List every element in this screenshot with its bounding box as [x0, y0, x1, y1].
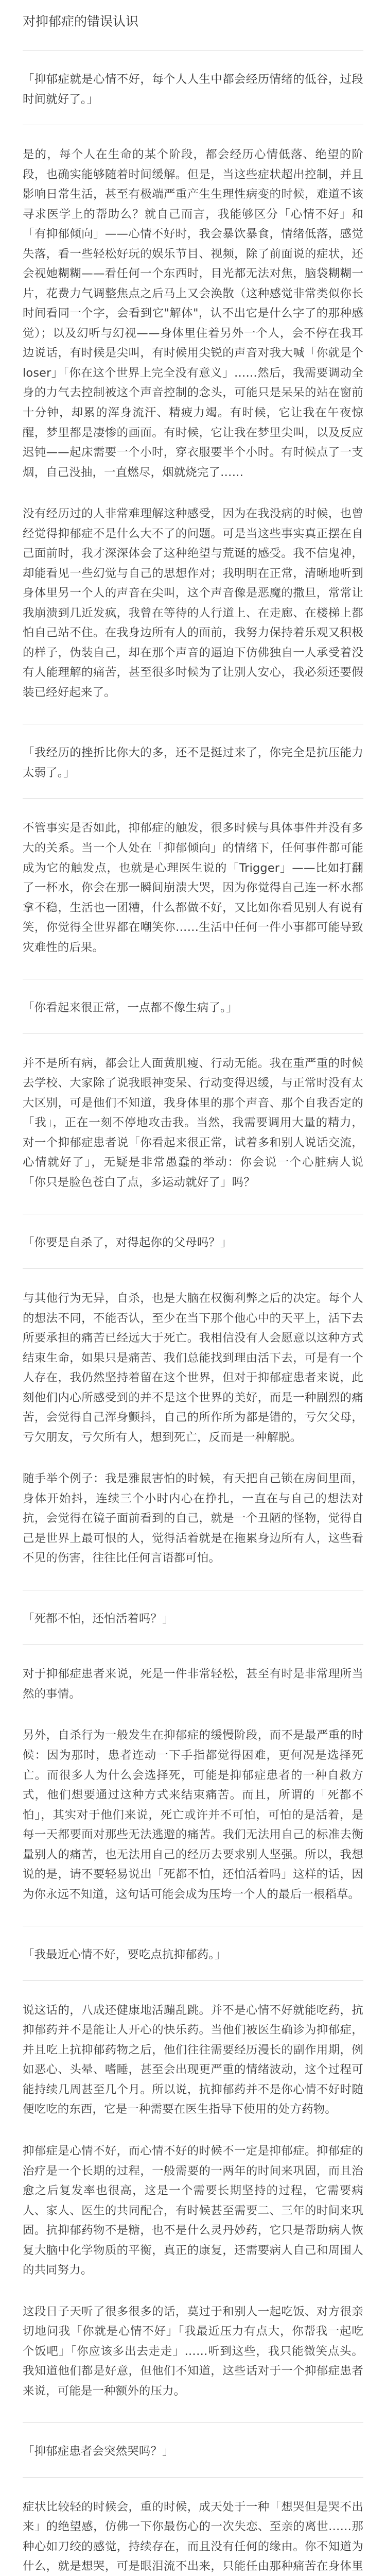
paragraph [23, 1469, 363, 1568]
paragraph-text: 对于抑郁症患者来说，死是一件非常轻松，甚至有时是非常理所当然的事情。 [23, 1667, 363, 1701]
paragraph [23, 2302, 363, 2401]
quote-divider-bottom [23, 1980, 363, 1981]
article-body [23, 50, 363, 2576]
quote-text: 「死都不怕，还怕活着吗？」 [23, 1612, 174, 1625]
misconception-quote [23, 1233, 363, 1253]
paragraph [23, 2141, 363, 2280]
quote-divider-top [23, 50, 363, 51]
misconception-quote [23, 1945, 363, 1965]
paragraph [23, 818, 363, 957]
paragraph-text: 不管事实是否如此，抑郁症的触发，很多时候与具体事件并没有多大的关系。当一个人处在「抑郁倾向」的情绪下，任何事件都可能成为它的触发点，也就是心理医生说的「Trigger」——比如打翻了一杯水，你会在那一瞬间崩溃大哭，因为你觉得自己连一杯水都拿不稳，生活也一团糟，什么都做不好，又比如你看见别人有说有笑，你觉得全世界都在嘲笑你……生活中任何一件小事都可能导致灾难性的后果。 [23, 821, 363, 954]
paragraph-text: 说这话的，八成还健康地活蹦乱跳。并不是心情不好就能吃药，抗抑郁药并不是能让人开心的快乐药。当他们被医生确诊为抑郁症，并且吃上抗抑郁药物之后，他们往往需要经历漫长的副作用期，例如恶心、头晕、嗜睡，甚至会出现更严重的情绪波动，这个过程可能持续几周甚至几个月。所以说，抗抑郁药并不是你心情不好时随便吃吃的东西，它是一种需要在医生指导下使用的处方药物。 [23, 2003, 363, 2116]
quote-divider-bottom [23, 1644, 363, 1645]
paragraph [23, 2497, 363, 2576]
quote-text: 「我最近心情不好，要吃点抗抑郁药。」 [23, 1948, 226, 1962]
paragraph-text: 这段日子天听了很多很多的话，莫过于和别人一起吃饭、对方很亲切地问我「你就是心情不好」「我最近压力有点大，你帮我一起吃个饭吧」「你应该多出去走走」……听到这些，我只能微笑点头。我知道他们都是好意，但他们不知道，这些话对于一个抑郁症患者来说，可能是一种额外的压力。 [23, 2304, 363, 2398]
quote-text: 「抑郁症就是心情不好，每个人人生中都会经历情绪的低谷，过段时间就好了。」 [23, 73, 363, 106]
quote-divider-bottom [23, 798, 363, 799]
quote-text: 「我经历的挫折比你大的多，还不是挺过来了，你完全是抗压能力太弱了。」 [23, 746, 363, 779]
paragraph [23, 1054, 363, 1193]
paragraph [23, 504, 363, 702]
quote-divider-bottom [23, 1033, 363, 1034]
misconception-quote [23, 1609, 363, 1629]
misconception-quote [23, 70, 363, 109]
quote-text: 「你要是自杀了，对得起你的父母吗？」 [23, 1236, 232, 1250]
paragraph-text: 是的，每个人在生命的某个阶段，都会经历心情低落、绝望的阶段，也确实能够随着时间缓解。但是，当这些症状超出控制，并且影响日常生活，甚至有极端严重产生生理性病变的时候，难道不该寻求医学上的帮助么？就自己而言，我能够区分「心情不好」和「有抑郁倾向」——心情不好时，我会暴饮暴食，情绪低落，感觉失落，看一些轻松好玩的娱乐节目、视频，除了前面说的症状，还会视她糊糊——看任何一个东西时，目光都无法对焦，脑袋糊糊一片，花费力气调整焦点之后马上又会涣散（这种感觉非常类似你长时间看同一个字，会看到它"解体"，认不出它是什么字了的那种感觉）；以及幻听与幻视——身体里住着另外一个人，会不停在我耳边说话，有时候是尖叫，有时候用尖锐的声音对我大喊「你就是个loser」「你在这个世界上完全没有意义」……然后，我需要调动全身的力气去控制被这个声音控制的念头，可能只是呆呆的站在窗前十分钟，却累的浑身流汗、精疲力竭。有时候，它让我在午夜惊醒，梦里都是凄惨的画面。有时候，它让我在梦里尖叫，以及反应迟钝——起床需要一个小时，穿衣服要半个小时。有时候点了一支烟，自己没抽，一直燃尽，烟就烧完了…… [23, 148, 363, 479]
paragraph-text: 没有经历过的人非常难理解这种感受，因为在我没病的时候，也曾经觉得抑郁症不是什么大不了的问题。可是当这些事实真正摆在自己面前时，我才深深体会了这种绝望与荒诞的感受。我不信鬼神，却能看见一些幻觉与自己的思想作对；我明明在正常，清晰地听到身体里另一个人的声音在尖叫，这个声音像是恶魔的撒旦，常常让我崩溃到几近发疯，我曾在等待的人行道上、在走廊、在楼梯上都怕自己站不住。在我身边所有人的面前，我努力保持着乐观又积极的样子，伪装自己，却在那个声音的逼迫下仿佛独自一人承受着没有人能理解的痛苦，甚至很多时候为了让别人安心，我必须还要假装已经好起来了。 [23, 507, 363, 699]
quote-divider-bottom [23, 1268, 363, 1269]
paragraph [23, 1725, 363, 1904]
quote-divider-top [23, 2422, 363, 2423]
paragraph [23, 2001, 363, 2120]
misconception-quote [23, 998, 363, 1018]
paragraph-text: 与其他行为无异，自杀，也是大脑在权衡利弊之后的决定。每个人的想法不同，不能否认，至少在当下那个他心中的天平上，活下去所要承担的痛苦已经远大于死亡。我相信没有人会愿意以这种方式结束生命，如果只是痛苦、我们总能找到理由活下去，可是有一个人存在，我仍然坚持着留在这个世界，但对于抑郁症患者来说，此刻他们内心所感受到的并不是这个世界的美好，而是一种剧烈的痛苦，会觉得自己浑身颤抖，自己的所作所为都是错的，亏欠父母，亏欠朋友，亏欠所有人，想到死亡，反而是一种解脱。 [23, 1291, 363, 1444]
paragraph-text: 并不是所有病，都会让人面黄肌瘦、行动无能。我在重严重的时候去学校、大家除了说我眼神变呆、行动变得迟缓，与正常时没有太大区别，可是他们不知道，我身体里的那个声音、那个自我否定的「我」，正在一刻不停地攻击我。当然，我需要调用大量的精力，对一个抑郁症患者说「你看起来很正常，试着多和别人说话交流，心情就好了」，无疑是非常愚蠢的举动：你会说一个心脏病人说「你只是脸色苍白了点，多运动就好了」吗？ [23, 1056, 363, 1189]
paragraph-text: 随手举个例子：我是雅鼠害怕的时候，有天把自己锁在房间里面，身体开始抖，连续三个小时内心在挣扎，一直在与自己的想法对抗，会觉得在镜子面前看到的自己，就是一个丑陋的怪物，觉得自己是世界上最可恨的人，觉得活着就是在拖累身边所有人，这些看不见的伤害，往往比任何言语都可怕。 [23, 1472, 363, 1565]
paragraph-text: 抑郁症是心情不好，而心情不好的时候不一定是抑郁症。抑郁症的治疗是一个长期的过程，一般需要的一两年的时间来巩固，而且治愈之后复发率也很高，这是一个需要长期坚持的过程，它需要病人、家人、医生的共同配合，有时候甚至需要二、三年的时间来巩固。抗抑郁药物不是糖，也不是什么灵丹妙药，它只是帮助病人恢复大脑中化学物质的平衡，真正的康复，还需要病人自己和周围人的共同努力。 [23, 2144, 363, 2277]
quote-text: 「抑郁症患者会突然哭吗？」 [23, 2445, 174, 2459]
quote-text: 「你看起来很正常，一点都不像生病了。」 [23, 1001, 238, 1015]
quote-divider-bottom [23, 2477, 363, 2478]
misconception-quote [23, 743, 363, 783]
article-title: 对抑郁症的错误认识 [23, 14, 139, 29]
paragraph [23, 145, 363, 482]
paragraph [23, 1289, 363, 1447]
paragraph-text: 症状比较轻的时候会，重的时候，成天处于一种「想哭但是哭不出来」的绝望感，仿佛一下你最伤心的一次失恋、至亲的离世……那种心如刀绞的感觉，持续存在，而且没有任何的缘由。你不知道为什么，就是想哭，可是眼泪流不出来，只能任由那种痛苦在身体里 [23, 2500, 363, 2573]
paragraph-text: 另外，自杀行为一般发生在抑郁症的缓慢阶段，而不是最严重的时候：因为那时，患者连动一下手指都觉得困难，更何况是选择死亡。而很多人为什么会选择死，可能是抑郁症患者的一种自救方式，他们想要通过这种方式来结束痛苦。而且，所谓的「死都不怕」，其实对于他们来说，死亡或许并不可怕，可怕的是活着，是每一天都要面对那些无法逃避的痛苦。我们无法用自己的标准去衡量别人的痛苦，也无法用自己的经历去要求别人坚强。所以，我想说的是，请不要轻易说出「死都不怕，还怕活着吗」这样的话，因为你永远不知道，这句话可能会成为压垮一个人的最后一根稻草。 [23, 1728, 363, 1901]
paragraph [23, 1664, 363, 1704]
misconception-quote [23, 2442, 363, 2462]
